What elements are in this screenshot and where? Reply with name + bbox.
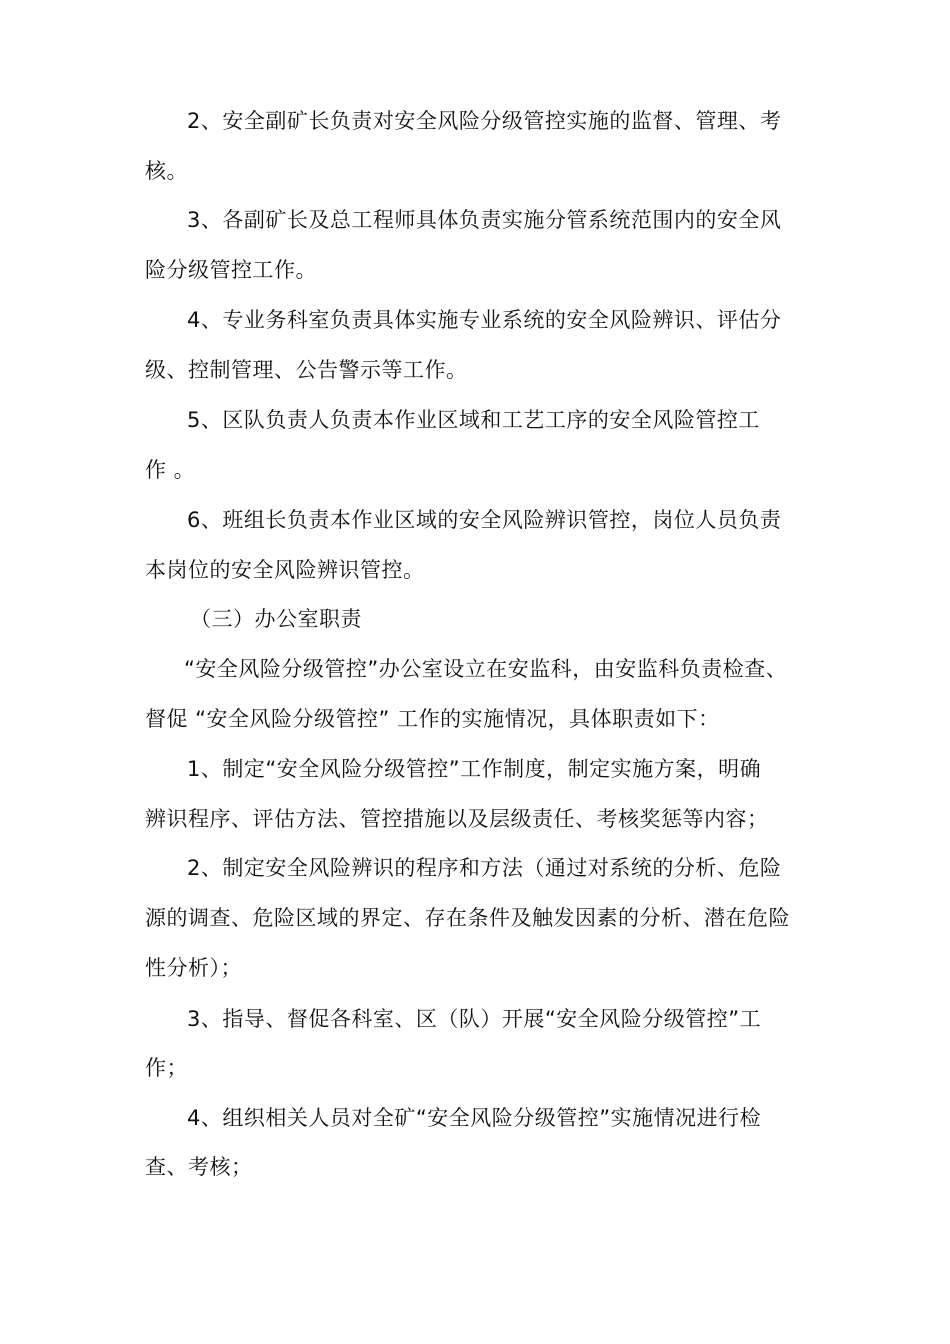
- paragraph-line: 2、安全副矿长负责对安全风险分级管控实施的监督、管理、考: [187, 109, 782, 133]
- paragraph-line: 级、控制管理、公告警示等工作。: [145, 358, 468, 382]
- paragraph-line: 5、区队负责人负责本作业区域和工艺工序的安全风险管控工: [187, 408, 760, 432]
- paragraph-line: 2、制定安全风险辨识的程序和方法（通过对系统的分析、危险: [187, 856, 782, 880]
- section-heading: （三）办公室职责: [190, 607, 362, 631]
- paragraph-line: 源的调查、危险区域的界定、存在条件及触发因素的分析、潜在危险: [145, 906, 790, 930]
- paragraph-line: 1、制定“安全风险分级管控”工作制度，制定实施方案，明确: [187, 757, 762, 781]
- paragraph-line: 6、班组长负责本作业区域的安全风险辨识管控，岗位人员负责: [187, 508, 782, 532]
- paragraph-line: 作；: [145, 1056, 188, 1080]
- paragraph-line: 作 。: [145, 458, 196, 482]
- paragraph-line: 3、各副矿长及总工程师具体负责实施分管系统范围内的安全风: [187, 208, 782, 232]
- paragraph-line: 3、指导、督促各科室、区（队）开展“安全风险分级管控”工: [187, 1007, 762, 1031]
- paragraph-line: 辨识程序、评估方法、管控措施以及层级责任、考核奖惩等内容；: [145, 807, 769, 831]
- paragraph-line: 险分级管控工作。: [145, 258, 317, 282]
- paragraph-line: 4、专业务科室负责具体实施专业系统的安全风险辨识、评估分: [187, 308, 782, 332]
- paragraph-line: 本岗位的安全风险辨识管控。: [145, 558, 425, 582]
- paragraph-line: 查、考核；: [145, 1155, 253, 1179]
- paragraph-line: 督促 “安全风险分级管控” 工作的实施情况，具体职责如下：: [145, 707, 720, 731]
- paragraph-line: 性分析）；: [145, 956, 242, 980]
- paragraph-line: 4、组织相关人员对全矿“安全风险分级管控”实施情况进行检: [187, 1106, 762, 1130]
- paragraph-line: “安全风险分级管控”办公室设立在安监科，由安监科负责检查、: [184, 657, 788, 681]
- paragraph-line: 核。: [145, 159, 188, 183]
